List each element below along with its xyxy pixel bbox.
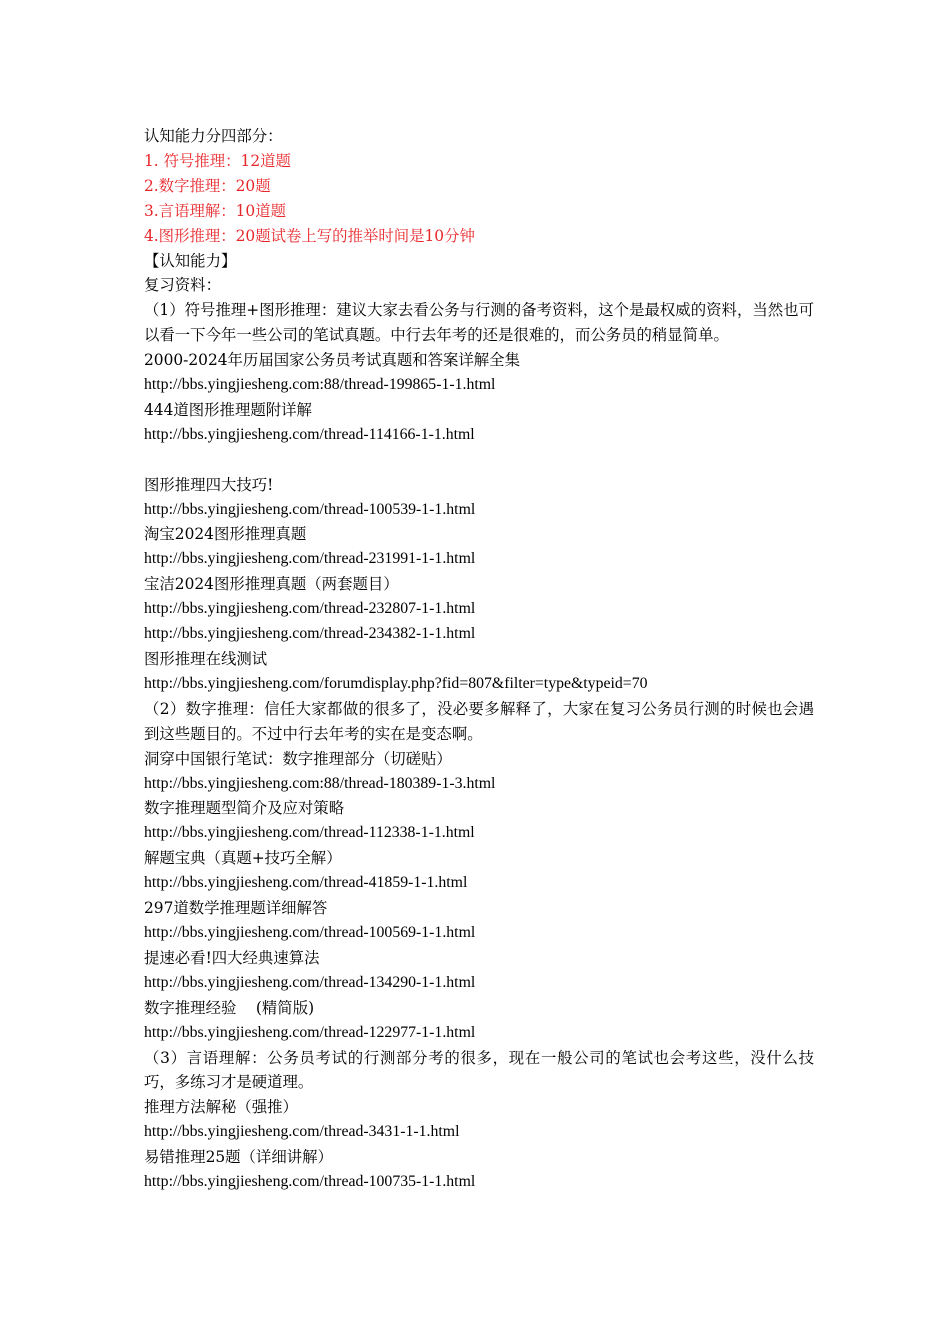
resource-title: 提速必看!四大经典速算法	[144, 948, 320, 967]
verbal-paragraph: （3）言语理解：公务员考试的行测部分考的很多，现在一般公司的笔试也会考这些，没什么技巧，多练习才是硬道理。	[144, 1048, 814, 1092]
resource-title: 数字推理题型简介及应对策略	[144, 799, 345, 818]
resource-link[interactable]: http://bbs.yingjiesheng.com/thread-3431-1-1.html	[144, 1123, 460, 1141]
resource-title: 图形推理四大技巧!	[144, 475, 274, 494]
resource-link[interactable]: http://bbs.yingjiesheng.com:88/thread-180389-1-3.html	[144, 774, 496, 792]
resource-title: 洞穿中国银行笔试：数字推理部分（切磋贴）	[144, 749, 452, 768]
resource-title: 淘宝2024图形推理真题	[144, 525, 307, 544]
resource-link[interactable]: http://bbs.yingjiesheng.com/thread-122977-1-1.html	[144, 1023, 476, 1041]
resource-title: 444道图形推理题附详解	[144, 400, 312, 419]
resource-link[interactable]: http://bbs.yingjiesheng.com/thread-234382-1-1.html	[144, 625, 476, 643]
document-body	[144, 124, 814, 1195]
resource-link[interactable]: http://bbs.yingjiesheng.com/forumdisplay.php?fid=807&filter=type&typeid=70	[144, 674, 648, 692]
symbol-paragraph: （1）符号推理+图形推理：建议大家去看公务与行测的备考资料，这个是最权威的资料，当然也可以看一下今年一些公司的笔试真题。中行去年考的还是很难的，而公务员的稍显简单。	[144, 301, 814, 345]
resource-link[interactable]: http://bbs.yingjiesheng.com/thread-41859-1-1.html	[144, 874, 468, 892]
part-numeric-reasoning: 2.数字推理：20题	[144, 176, 271, 195]
resource-title: 推理方法解秘（强推）	[144, 1098, 298, 1117]
resource-title: 易错推理25题（详细讲解）	[144, 1148, 333, 1167]
resource-link[interactable]: http://bbs.yingjiesheng.com/thread-134290-1-1.html	[144, 973, 476, 991]
resource-link[interactable]: http://bbs.yingjiesheng.com/thread-231991-1-1.html	[144, 550, 476, 568]
section-title: 【认知能力】	[144, 251, 237, 270]
blank-line	[144, 448, 814, 473]
part-symbol-reasoning: 1. 符号推理：12道题	[144, 151, 291, 170]
resource-title: 数字推理经验 (精简版)	[144, 998, 315, 1017]
resource-title: 宝洁2024图形推理真题（两套题目）	[144, 575, 399, 594]
resource-link[interactable]: http://bbs.yingjiesheng.com/thread-112338-1-1.html	[144, 824, 475, 842]
review-title: 复习资料：	[144, 276, 221, 295]
part-verbal-comprehension: 3.言语理解：10道题	[144, 201, 287, 220]
resource-title: 图形推理在线测试	[144, 650, 268, 669]
intro-line: 认知能力分四部分：	[144, 127, 283, 145]
resource-link[interactable]: http://bbs.yingjiesheng.com/thread-114166-1-1.html	[144, 425, 475, 443]
part-figure-reasoning: 4.图形推理：20题试卷上写的推举时间是10分钟	[144, 226, 475, 245]
resource-link[interactable]: http://bbs.yingjiesheng.com/thread-100735-1-1.html	[144, 1173, 476, 1191]
resource-title: 解题宝典（真题+技巧全解）	[144, 849, 342, 868]
resource-link[interactable]: http://bbs.yingjiesheng.com/thread-100539-1-1.html	[144, 500, 476, 518]
resource-link[interactable]: http://bbs.yingjiesheng.com/thread-100569-1-1.html	[144, 923, 476, 941]
numeric-paragraph: （2）数字推理：信任大家都做的很多了，没必要多解释了，大家在复习公务员行测的时候也会遇到这些题目的。不过中行去年考的实在是变态啊。	[144, 699, 814, 743]
resource-title: 297道数学推理题详细解答	[144, 899, 328, 918]
resource-link[interactable]: http://bbs.yingjiesheng.com:88/thread-199865-1-1.html	[144, 376, 496, 394]
resource-title: 2000-2024年历届国家公务员考试真题和答案详解全集	[144, 351, 520, 370]
resource-link[interactable]: http://bbs.yingjiesheng.com/thread-232807-1-1.html	[144, 600, 476, 618]
